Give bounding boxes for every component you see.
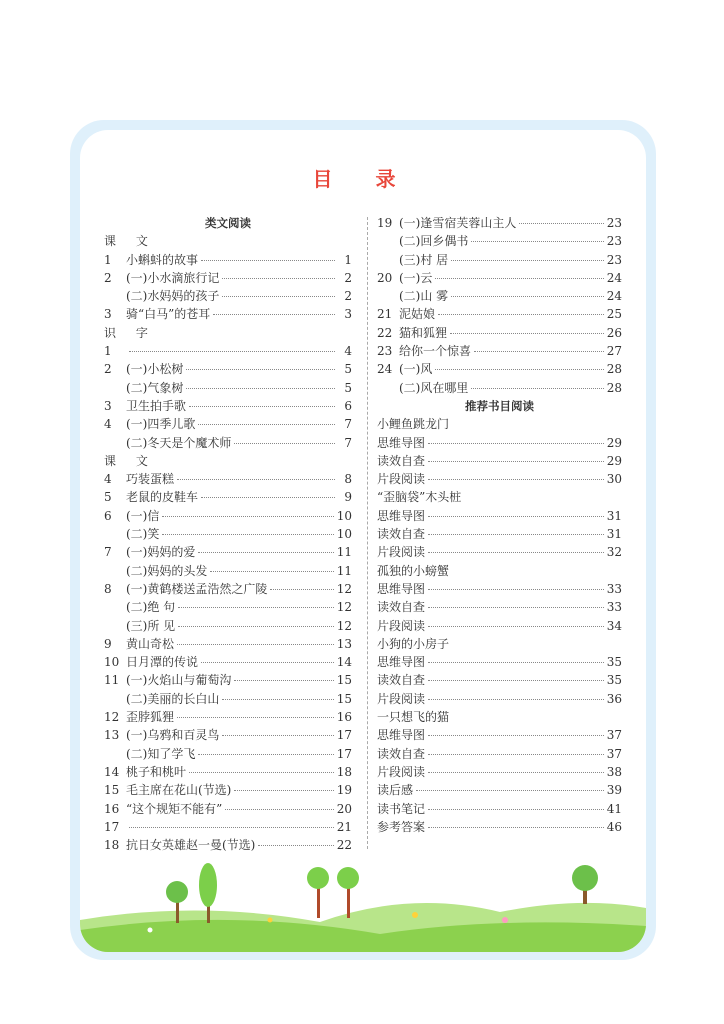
entry-title: (一)逢雪宿芙蓉山主人: [399, 216, 517, 230]
toc-entry[interactable]: [377, 781, 622, 799]
toc-entry[interactable]: [377, 269, 622, 287]
leader-dots: [519, 223, 603, 224]
toc-entry[interactable]: [104, 690, 352, 708]
entry-number: 11: [104, 673, 120, 688]
leader-dots: [189, 772, 334, 773]
leader-dots: [428, 772, 604, 773]
page-number: 37: [606, 746, 622, 761]
entry-number: 19: [377, 216, 393, 230]
entry-title: (二)妈妈的头发: [126, 563, 208, 578]
leader-dots: [471, 241, 603, 242]
toc-entry[interactable]: [104, 580, 352, 598]
leader-dots: [270, 589, 333, 590]
page-number: 27: [606, 344, 622, 359]
entry-title: (二)笑: [126, 527, 160, 542]
page-number: 26: [606, 325, 622, 340]
leader-dots: [177, 644, 334, 645]
entry-title: 读书笔记: [377, 801, 426, 816]
toc-entry[interactable]: [377, 379, 622, 397]
entry-title: 思维导图: [377, 728, 426, 743]
page-number: 17: [336, 728, 352, 743]
toc-entry[interactable]: [104, 726, 352, 744]
toc-entry[interactable]: [104, 507, 352, 525]
toc-right-column: [377, 214, 622, 836]
page-number: 10: [336, 508, 352, 523]
entry-number: 18: [104, 838, 120, 853]
entry-number: 6: [104, 508, 112, 523]
page-number: 33: [606, 600, 622, 615]
entry-title: (二)知了学飞: [126, 746, 196, 761]
page-number: 22: [336, 838, 352, 853]
entry-number: 24: [377, 362, 393, 377]
page-number: 24: [606, 270, 622, 285]
entry-title: (二)美丽的长白山: [126, 691, 220, 706]
leader-dots: [178, 607, 334, 608]
toc-entry[interactable]: [104, 671, 352, 689]
entry-title: (二)冬天是个魔术师: [126, 435, 232, 450]
page-number: 12: [336, 581, 352, 596]
page-number: 12: [336, 600, 352, 615]
leader-dots: [201, 260, 335, 261]
toc-entry[interactable]: [377, 800, 622, 818]
column-divider: [367, 217, 368, 849]
page-number: 25: [606, 307, 622, 322]
toc-entry[interactable]: [104, 379, 352, 397]
toc-entry[interactable]: [377, 580, 622, 598]
leader-dots: [428, 589, 604, 590]
page-number: 29: [606, 453, 622, 468]
toc-entry[interactable]: [377, 214, 622, 232]
entry-title: 片段阅读: [377, 545, 426, 560]
leader-dots: [428, 699, 604, 700]
page-number: 41: [606, 801, 622, 816]
leader-dots: [428, 461, 604, 462]
toc-entry[interactable]: [104, 415, 352, 433]
leader-dots: [435, 278, 603, 279]
section-header: 类文阅读: [205, 216, 251, 230]
page-number: 14: [336, 655, 352, 670]
toc-entry[interactable]: [377, 543, 622, 561]
entry-title: 思维导图: [377, 655, 426, 670]
entry-title: 抗日女英雄赵一曼(节选): [126, 838, 256, 853]
section-label: 课 文: [104, 453, 156, 468]
entry-number: 20: [377, 270, 393, 285]
entry-title: 给你一个惊喜: [399, 344, 472, 359]
toc-entry[interactable]: [104, 287, 352, 305]
leader-dots: [222, 296, 335, 297]
toc-entry[interactable]: [104, 800, 352, 818]
book-title: 小狗的小房子: [377, 636, 450, 651]
page-number: 5: [344, 380, 352, 395]
leader-dots: [450, 333, 604, 334]
page-number: 32: [606, 545, 622, 560]
entry-title: (二)气象树: [126, 380, 184, 395]
entry-number: 1: [104, 252, 112, 267]
page-number: 8: [344, 472, 352, 487]
page-number: 7: [344, 417, 352, 432]
toc-entry[interactable]: [104, 745, 352, 763]
entry-title: (二)风在哪里: [399, 380, 469, 395]
page-number: 16: [336, 710, 352, 725]
page-number: 11: [336, 563, 352, 578]
entry-title: 毛主席在花山(节选): [126, 783, 232, 798]
entry-title: (一)小水滴旅行记: [126, 270, 220, 285]
entry-number: 12: [104, 710, 120, 725]
leader-dots: [222, 735, 333, 736]
toc-entry[interactable]: [104, 488, 352, 506]
leader-dots: [435, 369, 603, 370]
entry-number: 4: [104, 417, 112, 432]
book-title: 孤独的小螃蟹: [377, 563, 450, 578]
toc-entry[interactable]: [104, 470, 352, 488]
leader-dots: [451, 260, 604, 261]
entry-title: 思维导图: [377, 508, 426, 523]
entry-title: 猫和狐狸: [399, 325, 448, 340]
leader-dots: [213, 314, 335, 315]
page-number: 12: [336, 618, 352, 633]
book-title: “歪脑袋”木头桩: [377, 490, 462, 505]
leader-dots: [428, 607, 604, 608]
entry-number: 3: [104, 307, 112, 322]
entry-number: 17: [104, 819, 120, 834]
toc-entry[interactable]: [104, 342, 352, 360]
page-number: 13: [336, 636, 352, 651]
leader-dots: [186, 369, 335, 370]
page-number: 23: [606, 252, 622, 267]
entry-title: 读效自查: [377, 600, 426, 615]
entry-title: 读后感: [377, 783, 414, 798]
page-number: 3: [344, 307, 352, 322]
entry-title: 片段阅读: [377, 472, 426, 487]
leader-dots: [428, 809, 604, 810]
entry-title: (一)风: [399, 362, 433, 377]
entry-title: 参考答案: [377, 819, 426, 834]
entry-title: 歪脖狐狸: [126, 710, 175, 725]
page-number: 28: [606, 362, 622, 377]
small-tree-icon: [572, 865, 598, 904]
toc-entry[interactable]: [104, 617, 352, 635]
leader-dots: [234, 680, 333, 681]
leader-dots: [222, 699, 333, 700]
leader-dots: [428, 735, 604, 736]
entry-title: 片段阅读: [377, 691, 426, 706]
page-number: 18: [336, 764, 352, 779]
page-number: 37: [606, 728, 622, 743]
page-number: 35: [606, 655, 622, 670]
leader-dots: [428, 443, 604, 444]
page-number: 15: [336, 691, 352, 706]
leader-dots: [162, 516, 333, 517]
entry-number: 16: [104, 801, 120, 816]
toc-entry[interactable]: [377, 690, 622, 708]
entry-number: 1: [104, 344, 112, 359]
entry-number: 21: [377, 307, 393, 322]
entry-title: 小蝌蚪的故事: [126, 252, 199, 267]
grass-hills-decoration: [80, 860, 646, 952]
page-number: 31: [606, 508, 622, 523]
toc-entry[interactable]: [104, 525, 352, 543]
toc-entry[interactable]: [377, 434, 622, 452]
entry-title: (一)信: [126, 508, 160, 523]
leader-dots: [428, 626, 604, 627]
leader-dots: [416, 790, 604, 791]
toc-entry[interactable]: [104, 360, 352, 378]
toc-entry[interactable]: [104, 251, 352, 269]
entry-title: (二)回乡偶书: [399, 234, 469, 249]
leader-dots: [234, 443, 335, 444]
entry-title: 读效自查: [377, 673, 426, 688]
entry-number: 5: [104, 490, 112, 505]
leader-dots: [177, 479, 335, 480]
entry-title: (一)火焰山与葡萄沟: [126, 673, 232, 688]
page-number: 21: [336, 819, 352, 834]
page-number: 1: [344, 252, 352, 267]
entry-number: 3: [104, 398, 112, 413]
leader-dots: [198, 424, 335, 425]
page-number: 31: [606, 527, 622, 542]
page-number: 33: [606, 581, 622, 596]
leader-dots: [178, 626, 334, 627]
entry-title: (三)所 见: [126, 618, 176, 633]
entry-title: 卫生拍手歌: [126, 398, 187, 413]
entry-title: (二)山 雾: [399, 289, 449, 304]
leader-dots: [428, 479, 604, 480]
page-number: 2: [344, 289, 352, 304]
page-number: 7: [344, 435, 352, 450]
page-number: 20: [336, 801, 352, 816]
toc-panel: [80, 130, 646, 952]
entry-title: (三)村 居: [399, 252, 449, 267]
toc-left-column: [104, 214, 352, 854]
leader-dots: [428, 827, 604, 828]
entry-title: 桃子和桃叶: [126, 764, 187, 779]
page-number: 23: [606, 234, 622, 249]
entry-number: 7: [104, 545, 112, 560]
toc-entry[interactable]: [104, 653, 352, 671]
leader-dots: [162, 534, 333, 535]
entry-title: (二)水妈妈的孩子: [126, 289, 220, 304]
leader-dots: [258, 845, 333, 846]
leader-dots: [234, 790, 333, 791]
entry-title: 骑“白马”的苍耳: [126, 307, 211, 322]
entry-title: 巧装蛋糕: [126, 472, 175, 487]
leader-dots: [198, 552, 333, 553]
toc-entry[interactable]: [377, 342, 622, 360]
toc-entry[interactable]: [104, 836, 352, 854]
entry-title: 片段阅读: [377, 764, 426, 779]
entry-title: 泥姑娘: [399, 307, 436, 322]
leader-dots: [189, 406, 335, 407]
leader-dots: [177, 717, 334, 718]
leader-dots: [201, 497, 335, 498]
entry-title: 日月潭的传说: [126, 655, 199, 670]
page-number: 5: [344, 362, 352, 377]
toc-entry[interactable]: [377, 470, 622, 488]
toc-entry[interactable]: [377, 507, 622, 525]
book-title: 小鲤鱼跳龙门: [377, 417, 450, 432]
entry-number: 15: [104, 783, 120, 798]
page-number: 46: [606, 819, 622, 834]
entry-title: 思维导图: [377, 581, 426, 596]
page-number: 30: [606, 472, 622, 487]
toc-entry[interactable]: [377, 745, 622, 763]
entry-title: (一)妈妈的爱: [126, 545, 196, 560]
page-number: 39: [606, 783, 622, 798]
entry-title: (二)绝 句: [126, 600, 176, 615]
toc-entry[interactable]: [104, 763, 352, 781]
toc-entry[interactable]: [377, 452, 622, 470]
section-label: 课 文: [104, 234, 156, 249]
entry-title: (一)小松树: [126, 362, 184, 377]
toc-entry[interactable]: [377, 324, 622, 342]
entry-title: (一)乌鸦和百灵鸟: [126, 728, 220, 743]
toc-entry[interactable]: [104, 818, 352, 836]
leader-dots: [451, 296, 604, 297]
section-header: 推荐书目阅读: [465, 398, 534, 413]
page-number: 34: [606, 618, 622, 633]
toc-entry[interactable]: [377, 763, 622, 781]
leader-dots: [222, 278, 335, 279]
page-number: 29: [606, 435, 622, 450]
page-number: 11: [336, 545, 352, 560]
leader-dots: [186, 388, 335, 389]
page-number: 17: [336, 746, 352, 761]
toc-entry[interactable]: [104, 434, 352, 452]
entry-title: (一)黄鹤楼送孟浩然之广陵: [126, 581, 268, 596]
page-number: 23: [606, 216, 622, 230]
twin-tree-icon: [307, 867, 359, 918]
entry-number: 2: [104, 270, 112, 285]
entry-title: (一)云: [399, 270, 433, 285]
toc-entry[interactable]: [377, 726, 622, 744]
entry-number: 13: [104, 728, 120, 743]
leader-dots: [129, 827, 334, 828]
entry-number: 2: [104, 362, 112, 377]
toc-entry[interactable]: [104, 543, 352, 561]
toc-entry[interactable]: [377, 818, 622, 836]
entry-title: 读效自查: [377, 527, 426, 542]
toc-entry[interactable]: [377, 305, 622, 323]
leader-dots: [225, 809, 333, 810]
leader-dots: [428, 754, 604, 755]
page-number: 28: [606, 380, 622, 395]
toc-entry[interactable]: [104, 305, 352, 323]
entry-title: 老鼠的皮鞋车: [126, 490, 199, 505]
entry-number: 4: [104, 472, 112, 487]
toc-entry[interactable]: [377, 287, 622, 305]
entry-title: (一)四季儿歌: [126, 417, 196, 432]
toc-entry[interactable]: [104, 397, 352, 415]
entry-title: 片段阅读: [377, 618, 426, 633]
leader-dots: [428, 662, 604, 663]
toc-entry[interactable]: [377, 617, 622, 635]
leader-dots: [428, 534, 604, 535]
toc-entry[interactable]: [377, 671, 622, 689]
toc-entry[interactable]: [104, 562, 352, 580]
leader-dots: [474, 351, 604, 352]
entry-number: 22: [377, 325, 393, 340]
entry-number: 10: [104, 655, 120, 670]
entry-number: 8: [104, 581, 112, 596]
leader-dots: [428, 552, 604, 553]
leader-dots: [210, 571, 333, 572]
page-title: 目 录: [312, 167, 414, 191]
page-number: 15: [336, 673, 352, 688]
page-number: 24: [606, 289, 622, 304]
leader-dots: [438, 314, 604, 315]
toc-entry[interactable]: [377, 598, 622, 616]
page-number: 6: [344, 398, 352, 413]
toc-entry[interactable]: [377, 251, 622, 269]
page-number: 36: [606, 691, 622, 706]
toc-entry[interactable]: [104, 598, 352, 616]
leader-dots: [129, 351, 335, 352]
entry-number: 9: [104, 636, 112, 651]
entry-title: 黄山奇松: [126, 636, 175, 651]
book-title: 一只想飞的猫: [377, 710, 450, 725]
page-number: 4: [344, 344, 352, 359]
page-number: 10: [336, 527, 352, 542]
leader-dots: [201, 662, 334, 663]
toc-entry[interactable]: [104, 635, 352, 653]
entry-title: 读效自查: [377, 453, 426, 468]
entry-title: 思维导图: [377, 435, 426, 450]
page-number: 9: [344, 490, 352, 505]
page-number: 35: [606, 673, 622, 688]
toc-entry[interactable]: [377, 360, 622, 378]
page-number: 38: [606, 764, 622, 779]
section-label: 识 字: [104, 325, 156, 340]
page-number: 2: [344, 270, 352, 285]
entry-number: 23: [377, 344, 393, 359]
entry-title: “这个规矩不能有”: [126, 801, 223, 816]
toc-entry[interactable]: [377, 232, 622, 250]
leader-dots: [428, 516, 604, 517]
toc-entry[interactable]: [104, 708, 352, 726]
leader-dots: [198, 754, 333, 755]
toc-entry[interactable]: [104, 269, 352, 287]
leader-dots: [471, 388, 603, 389]
toc-entry[interactable]: [104, 781, 352, 799]
entry-number: 14: [104, 764, 120, 779]
entry-title: 读效自查: [377, 746, 426, 761]
page-number: 19: [336, 783, 352, 798]
toc-entry[interactable]: [377, 525, 622, 543]
leader-dots: [428, 680, 604, 681]
toc-entry[interactable]: [377, 653, 622, 671]
